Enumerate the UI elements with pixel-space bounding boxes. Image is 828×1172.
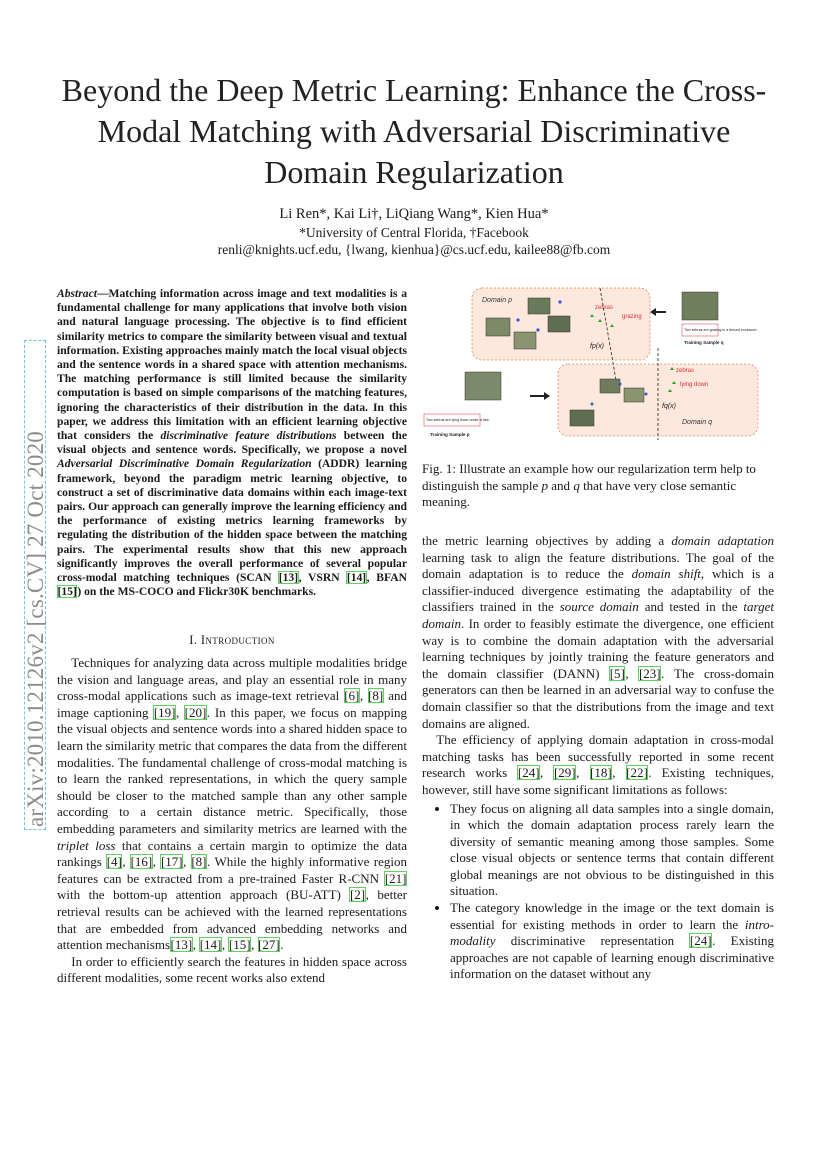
emphasis: triplet loss	[57, 837, 116, 853]
citation-link[interactable]: [4]	[106, 854, 122, 870]
citation-link[interactable]: [24]	[517, 765, 540, 781]
emphasis: domain adaptation	[671, 533, 774, 548]
citation-link[interactable]: [14]	[346, 571, 367, 585]
citation-link[interactable]: [13]	[278, 571, 299, 585]
author-list: Li Ren*, Kai Li†, LiQiang Wang*, Kien Hua*	[279, 206, 549, 222]
abstract-text: —Matching information across image and text modalities is a fundamental challenge for many applications that involve both vision and natural language processing. The objective is to find efficient similarity metrics to compare the similarity between visual and textual information. Existing approaches mainly match the local visual objects and the sentence words in a shared space with attention mechanisms. The matching performance is still limited because the similarity computation is based on simple comparisons of the matching features, ignoring the characteristics of their distribution in the data. In this paper, we address this limitation with an efficient learning objective that considers the	[57, 287, 407, 443]
abstract-text: ) on the MS-COCO and Flickr30K benchmarks.	[77, 585, 316, 599]
arrow-head-icon	[544, 392, 550, 400]
emphasis: target domain	[422, 599, 774, 631]
paper-title: Beyond the Deep Metric Learning: Enhance the Cross-Modal Matching with Adversarial Discriminative Domain Regularization	[61, 72, 767, 190]
citation-link[interactable]: [27]	[258, 937, 280, 953]
training-sample-p-caption: Two zebras are lying down under a tree.	[426, 418, 490, 422]
citation-link[interactable]: [6]	[344, 688, 360, 704]
training-sample-q-caption: Two zebras are grazing in a fenced enclosure.	[684, 328, 758, 332]
emphasis: source domain	[559, 599, 639, 615]
citation-link[interactable]: [2]	[349, 887, 366, 903]
figure-1	[420, 284, 772, 444]
training-sample-q-image	[682, 292, 718, 320]
abstract-text: , BFAN	[366, 571, 407, 585]
limitations-list	[422, 801, 774, 984]
fq-function-label: fq(x)	[662, 403, 676, 410]
section-title: Introduction	[200, 633, 275, 647]
training-sample-p-label: Training Sample p	[430, 432, 470, 437]
abstract-emphasis: Adversarial Discriminative Domain Regularization	[57, 457, 312, 471]
citation-link[interactable]: [5]	[609, 665, 625, 681]
citation-link[interactable]: [19]	[153, 704, 176, 720]
citation-link[interactable]: [22]	[626, 765, 648, 781]
abstract-text: (ADDR) learning framework, beyond the paradigm metric learning objective, to construct a set of discriminative data domains within each image-text pairs. Our approach can generally improve the learning efficiency and the performance of existing metrics learning frameworks by regulating the distribution of the hidden space between the matching pairs. The experimental results show that this new approach significantly improves the overall performance of several popular cross-modal matching techniques (SCAN	[57, 457, 407, 585]
introduction-text	[57, 655, 407, 987]
abstract-label: Abstract	[57, 287, 97, 300]
word-zebras-q: zebras	[676, 368, 695, 374]
emphasis: intro-modality	[450, 916, 774, 949]
citation-link[interactable]: [24]	[689, 933, 712, 949]
citation-link[interactable]: [17]	[160, 854, 183, 870]
citation-link[interactable]: [8]	[191, 854, 207, 870]
list-item: • The category knowledge in the image or the text domain is essential for existing methods in order to learn the intro-modality discriminative representation [24]. Existing approaches are not capable of learning enough discriminative information on the dataset without any	[450, 900, 774, 983]
abstract-text: , VSRN	[298, 571, 347, 585]
abstract	[57, 287, 407, 599]
paragraph: the metric learning objectives by adding a domain adaptation learning task to align the feature distributions. The goal of the domain adaptation is to reduce the domain shift, which is a classifier-induced divergence estimating the adaptability of the classifiers trained in the source domain and tested in the target domain. In order to feasibly estimate the divergence, one efficient way is to combine the domain adaptation with the adversarial learning techniques by jointly training the feature generators and the domain classifier (DANN) [5], [23]. The cross-domain generators can then be learned in an adversarial way to confuse the domain classifier so that the distributions from the image and text domains are aligned.	[422, 533, 774, 731]
citation-link[interactable]: [14]	[199, 937, 222, 953]
training-sample-q-label: Training Sample q	[684, 340, 724, 345]
author-emails: renli@knights.ucf.edu, {lwang, kienhua}@cs.ucf.edu, kailee88@fb.com	[217, 242, 611, 257]
citation-link[interactable]: [21]	[384, 870, 407, 886]
citation-link[interactable]: [8]	[368, 688, 384, 704]
training-sample-p-image	[465, 372, 501, 400]
citation-link[interactable]: [20]	[184, 704, 207, 720]
fp-function-label: fp(x)	[590, 343, 604, 350]
domain-q-label: Domain q	[682, 419, 712, 426]
section-number: I.	[189, 633, 201, 647]
list-item: • They focus on aligning all data samples into a single domain, in which the domain adaptation process rarely learn the diversity of semantic meaning among those samples. Some close visual objects or sentence terms that contain different global meanings are not obvious to be distinguished in this situation.	[450, 801, 774, 901]
arxiv-stamp[interactable]: arXiv:2010.12126v2 [cs.CV] 27 Oct 2020	[24, 340, 46, 830]
paragraph: In order to efficiently search the features in hidden space across different modalities, some recent works also extend	[57, 953, 407, 986]
figure-caption: Fig. 1: Illustrate an example how our regularization term help to distinguish the sample p and q that have very close semantic meaning.	[422, 461, 756, 510]
emphasis: domain shift	[631, 566, 701, 582]
right-column-text	[422, 533, 774, 983]
arrow-head-icon	[650, 308, 656, 316]
affiliation: *University of Central Florida, †Facebook	[299, 225, 529, 240]
paragraph: Techniques for analyzing data across multiple modalities bridge the vision and language areas, and play an essential role in many cross-modal applications such as image-text retrieval [6], [8] and image captioning [19], [20]. In this paper, we focus on mapping the visual objects and sentence words into a shared hidden space to learn the similarity metric that compares the data from the different modalities. The fundamental challenge of cross-modal matching is to learn the ranked representations, in which the query sample should be closer to the matched sample than any other sample according to a certain distance metric. Specifically, those embedding parameters and similarity metrics are learned with the triplet loss that contains a certain margin to optimize the data rankings [4], [16], [17], [8]. While the highly informative region features can be extracted from a pre-trained Faster R-CNN [21] with the bottom-up attention approach (BU-ATT) [2], better retrieval results can be achieved with the learned representations that are embedded from advanced embedding networks and attention mechanisms[13], [14], [15], [27].	[57, 655, 408, 953]
citation-link[interactable]: [15]	[228, 937, 251, 953]
citation-link[interactable]: [16]	[130, 854, 153, 870]
section-heading	[57, 633, 407, 648]
word-lying-down-q: lying down	[680, 382, 709, 388]
word-zebras-p: zebras	[595, 305, 614, 311]
citation-link[interactable]: [29]	[553, 765, 576, 781]
citation-link[interactable]: [18]	[590, 765, 612, 781]
domain-p-label: Domain p	[482, 297, 512, 304]
citation-link[interactable]: [13]	[170, 937, 193, 953]
abstract-text: between the visual objects and sentence words. Specifically, we propose a novel	[57, 429, 407, 457]
word-grazing-p: grazing	[622, 314, 642, 320]
citation-link[interactable]: [23]	[638, 665, 661, 681]
abstract-emphasis: discriminative feature distributions	[160, 429, 337, 443]
citation-link[interactable]: [15]	[57, 585, 77, 599]
paragraph: The efficiency of applying domain adaptation in cross-modal matching tasks has been successfully reported in some recent research works [24], [29], [18], [22]. Existing techniques, however, still have some significant limitations as follows:	[422, 732, 775, 797]
